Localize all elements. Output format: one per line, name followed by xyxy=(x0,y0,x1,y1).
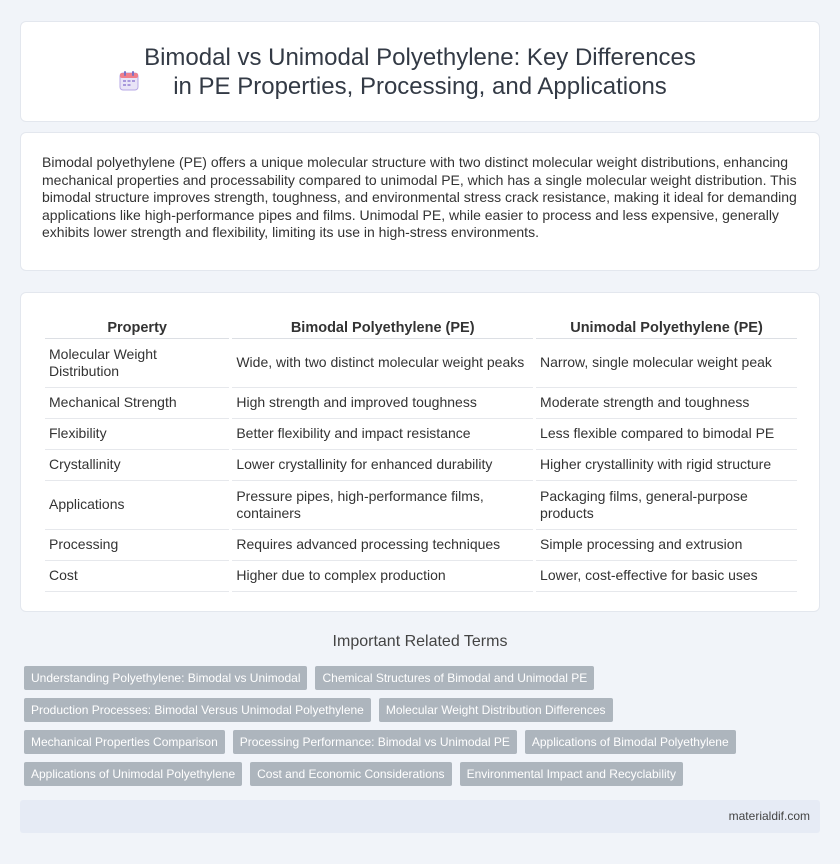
footer xyxy=(20,800,820,833)
table-cell: Cost xyxy=(45,561,229,592)
related-term-tag[interactable]: Applications of Unimodal Polyethylene xyxy=(24,762,242,786)
table-row xyxy=(45,339,797,388)
table-cell: Narrow, single molecular weight peak xyxy=(536,339,797,388)
site-name[interactable]: materialdif.com xyxy=(728,809,810,823)
tag-row xyxy=(24,762,820,786)
related-term-tag[interactable]: Cost and Economic Considerations xyxy=(250,762,451,786)
column-header: Property xyxy=(45,317,229,339)
table-cell: Pressure pipes, high-performance films, containers xyxy=(232,481,533,530)
table-cell: Less flexible compared to bimodal PE xyxy=(536,419,797,450)
table-cell: Mechanical Strength xyxy=(45,388,229,419)
table-row xyxy=(45,419,797,450)
calendar-icon xyxy=(117,69,141,93)
related-term-tag[interactable]: Applications of Bimodal Polyethylene xyxy=(525,730,736,754)
table-cell: Better flexibility and impact resistance xyxy=(232,419,533,450)
table-cell: Wide, with two distinct molecular weight peaks xyxy=(232,339,533,388)
table-cell: Moderate strength and toughness xyxy=(536,388,797,419)
table-header-row xyxy=(45,317,797,339)
table-row xyxy=(45,530,797,561)
intro-paragraph: Bimodal polyethylene (PE) offers a unique molecular structure with two distinct molecular weight distributions, enhancing mechanical properties and processability compared to unimodal PE, which has a single molecular weight distribution. This bimodal structure improves strength, toughness, and environmental stress crack resistance, making it ideal for demanding applications like high-performance pipes and films. Unimodal PE, while easier to process and less expensive, generally exhibits lower strength and flexibility, limiting its use in high-stress environments. xyxy=(42,154,797,240)
column-header: Unimodal Polyethylene (PE) xyxy=(536,317,797,339)
related-term-tag[interactable]: Environmental Impact and Recyclability xyxy=(460,762,683,786)
table-cell: Processing xyxy=(45,530,229,561)
page-title: Bimodal vs Unimodal Polyethylene: Key Differences in PE Properties, Processing, and Applications xyxy=(144,44,696,100)
header-card xyxy=(20,21,820,122)
table-cell: Simple processing and extrusion xyxy=(536,530,797,561)
related-term-tag[interactable]: Molecular Weight Distribution Differences xyxy=(379,698,613,722)
tag-row xyxy=(24,698,820,722)
comparison-table xyxy=(42,317,800,592)
related-term-tag[interactable]: Understanding Polyethylene: Bimodal vs Unimodal xyxy=(24,666,307,690)
table-row xyxy=(45,481,797,530)
table-cell: Lower, cost-effective for basic uses xyxy=(536,561,797,592)
column-header: Bimodal Polyethylene (PE) xyxy=(232,317,533,339)
table-cell: Packaging films, general-purpose products xyxy=(536,481,797,530)
related-terms-title: Important Related Terms xyxy=(332,633,508,650)
comparison-card xyxy=(20,292,820,612)
table-cell: Requires advanced processing techniques xyxy=(232,530,533,561)
table-cell: Molecular Weight Distribution xyxy=(45,339,229,388)
table-cell: Flexibility xyxy=(45,419,229,450)
table-cell: Lower crystallinity for enhanced durability xyxy=(232,450,533,481)
tag-row xyxy=(24,730,820,754)
table-cell: Higher due to complex production xyxy=(232,561,533,592)
table-row xyxy=(45,561,797,592)
related-terms-list xyxy=(24,666,820,794)
table-cell: High strength and improved toughness xyxy=(232,388,533,419)
table-row xyxy=(45,450,797,481)
related-term-tag[interactable]: Processing Performance: Bimodal vs Unimodal PE xyxy=(233,730,517,754)
table-cell: Applications xyxy=(45,481,229,530)
related-term-tag[interactable]: Chemical Structures of Bimodal and Unimodal PE xyxy=(315,666,594,690)
intro-card xyxy=(20,132,820,271)
table-cell: Higher crystallinity with rigid structure xyxy=(536,450,797,481)
table-row xyxy=(45,388,797,419)
related-term-tag[interactable]: Production Processes: Bimodal Versus Unimodal Polyethylene xyxy=(24,698,371,722)
related-term-tag[interactable]: Mechanical Properties Comparison xyxy=(24,730,225,754)
table-cell: Crystallinity xyxy=(45,450,229,481)
tag-row xyxy=(24,666,820,690)
